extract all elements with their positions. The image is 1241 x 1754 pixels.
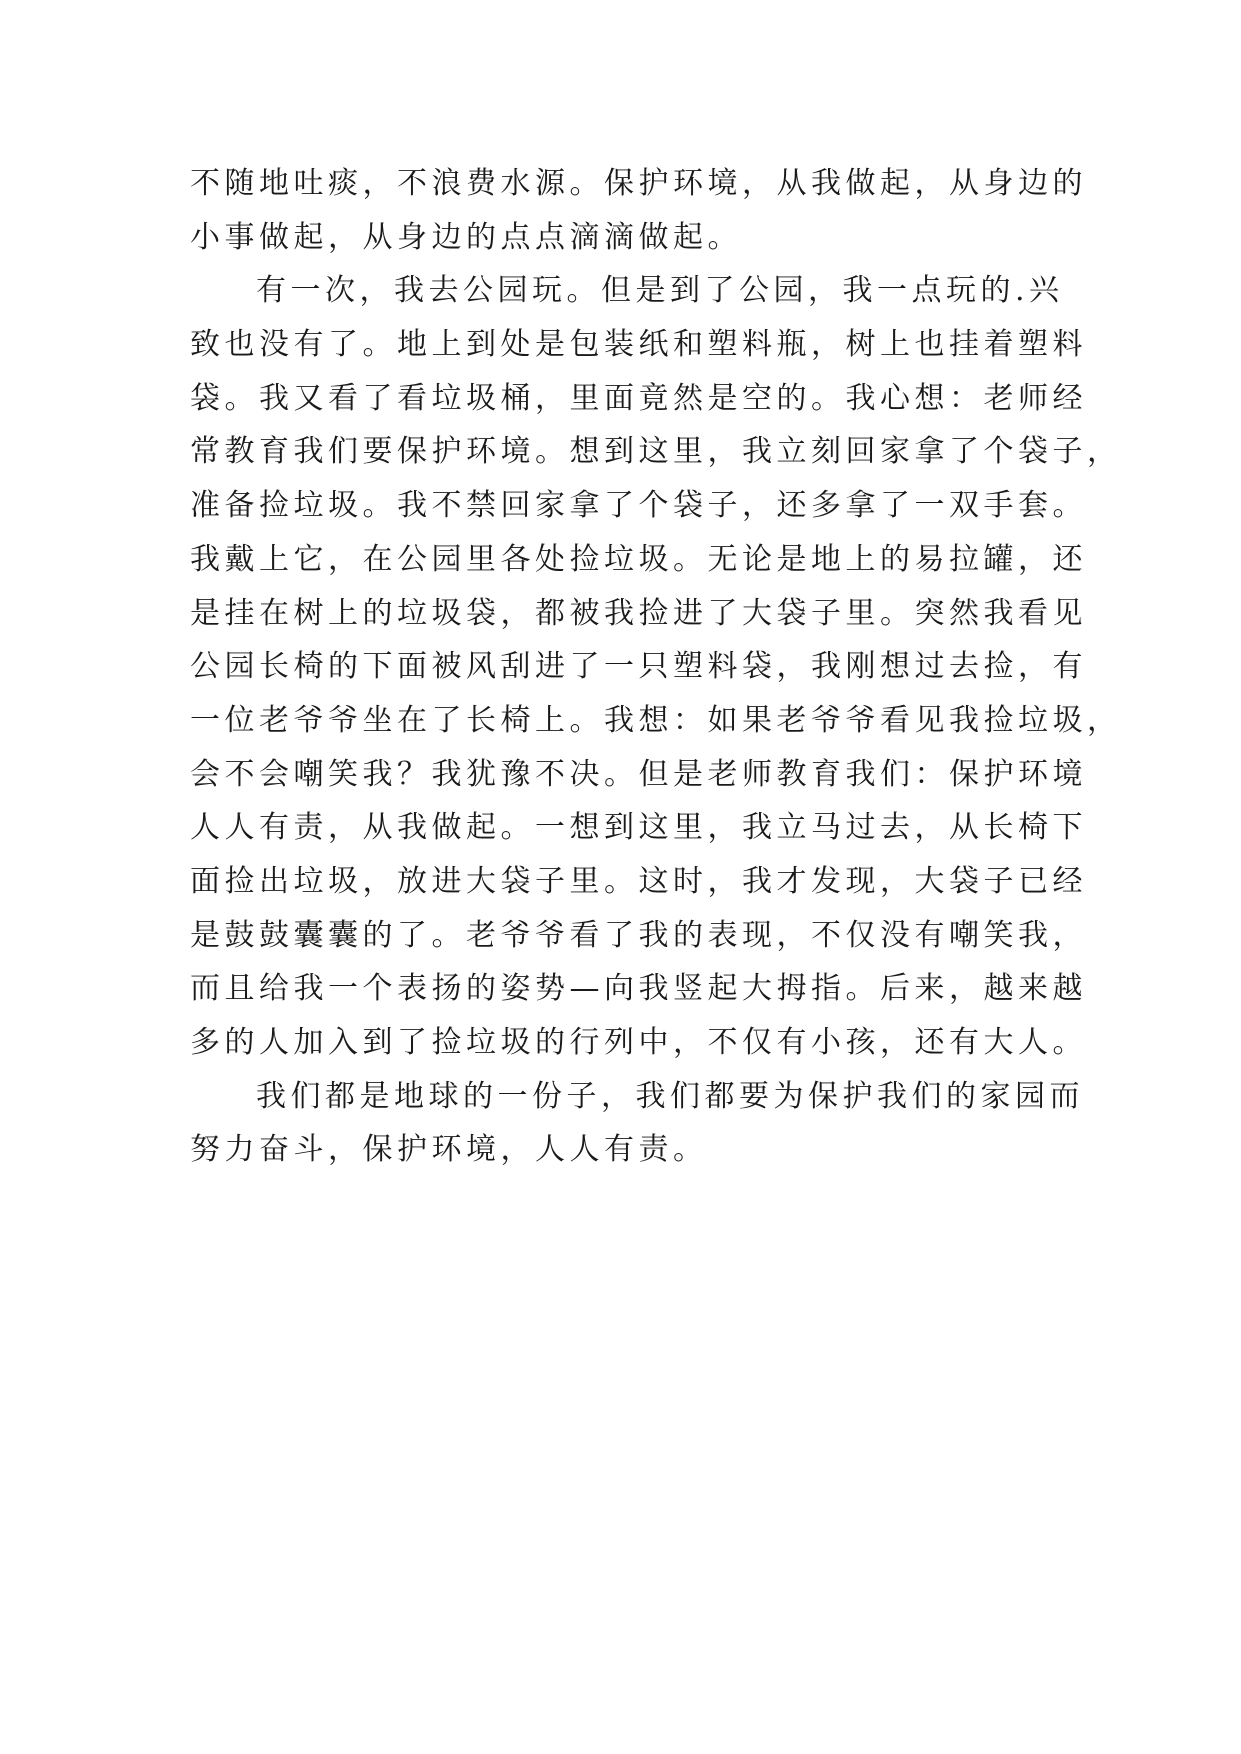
paragraph-start-line: 有一次，我去公园玩。但是到了公园，我一点玩的.兴 (256, 273, 1064, 309)
text-line: 准备捡垃圾。我不禁回家拿了个袋子，还多拿了一双手套。 (190, 488, 1087, 524)
essay-body (190, 157, 1122, 1177)
text-line: 常教育我们要保护环境。想到这里，我立刻回家拿了个袋子， (190, 434, 1122, 470)
text-line: 公园长椅的下面被风刮进了一只塑料袋，我刚想过去捡，有 (190, 649, 1087, 685)
text-line: 努力奋斗，保护环境，人人有责。 (190, 1132, 708, 1168)
text-line: 致也没有了。地上到处是包装纸和塑料瓶，树上也挂着塑料 (190, 327, 1087, 363)
text-line: 一位老爷爷坐在了长椅上。我想：如果老爷爷看见我捡垃圾， (190, 702, 1122, 738)
paragraph-start-line: 我们都是地球的一份子，我们都要为保护我们的家园而 (256, 1078, 1084, 1114)
text-line: 会不会嘲笑我？我犹豫不决。但是老师教育我们：保护环境 (190, 756, 1087, 792)
text-line: 不随地吐痰，不浪费水源。保护环境，从我做起，从身边的 (190, 166, 1087, 201)
text-line: 人人有责，从我做起。一想到这里，我立马过去，从长椅下 (190, 810, 1087, 846)
text-line: 面捡出垃圾，放进大袋子里。这时，我才发现，大袋子已经 (190, 863, 1087, 899)
text-line: 而且给我一个表扬的姿势—向我竖起大拇指。后来，越来越 (190, 971, 1087, 1007)
text-line: 我戴上它，在公园里各处捡垃圾。无论是地上的易拉罐，还 (190, 541, 1087, 577)
text-line: 是挂在树上的垃圾袋，都被我捡进了大袋子里。突然我看见 (190, 595, 1087, 631)
text-line: 小事做起，从身边的点点滴滴做起。 (190, 219, 742, 255)
text-line: 多的人加入到了捡垃圾的行列中，不仅有小孩，还有大人。 (190, 1025, 1087, 1060)
text-line: 袋。我又看了看垃圾桶，里面竟然是空的。我心想：老师经 (190, 380, 1087, 416)
text-line: 是鼓鼓囊囊的了。老爷爷看了我的表现，不仅没有嘲笑我， (190, 917, 1087, 953)
